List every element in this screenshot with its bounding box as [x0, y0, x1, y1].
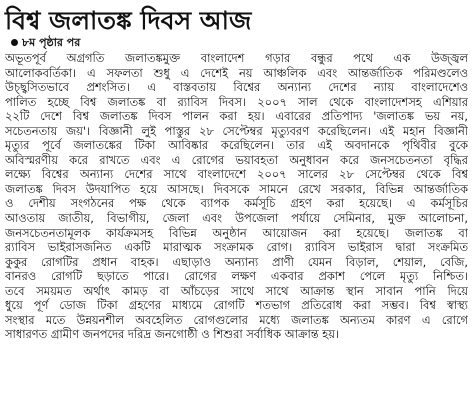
body-line: অভূতপূর্ব অগ্রগতি জলাতঙ্কমুক্ত বাংলাদেশ গড়ার বন্ধুর পথে এক উজ্জ্বল — [5, 51, 468, 65]
continued-from-note — [11, 36, 468, 50]
article-body — [5, 51, 468, 342]
body-line: র‌্যাবিস ভাইরাসজনিত একটি মারাত্মক সংক্রামক রোগ। র‌্যাবিস ভাইরাস দ্বারা সংক্রমিত — [5, 240, 468, 255]
body-line: জলাতঙ্ক দিবস উদযাপিত হয়ে আসছে। দিবসকে সামনে রেখে সরকার, বিভিন্ন আন্তর্জাতিক — [5, 181, 468, 196]
body-line: সংস্থার মতে উন্নয়নশীল অবহেলিত রোগগুলোর মধ্যে জলাতঙ্ক অন্যতম কারণ এ রোগে — [5, 312, 468, 327]
body-line: সাধারণত গ্রামীণ জনপদের দরিদ্র জনগোষ্ঠী ও শিশুরা সর্বাধিক আক্রান্ত হয়। — [5, 327, 340, 342]
bullet-icon — [11, 39, 18, 46]
body-line: ও দেশীয় সংগঠনের পক্ষ থেকে ব্যাপক কর্মসূচি গ্রহণ করা হয়েছে। এ কর্মসূচির — [5, 196, 468, 211]
body-line: লক্ষ্যে বিশ্বের অন্যান্য দেশের সাথে বাংলাদেশে ২০০৭ সালের ২৮ সেপ্টেম্বর থেকে বিশ্ব — [5, 167, 468, 182]
continued-from-label: ৮ম পৃষ্ঠার পর — [22, 36, 81, 49]
body-line: মৃত্যুর পূর্বে জলাতঙ্কের টিকা আবিষ্কার করেছিলেন। তার এই অবদানকে পৃথিবীর বুকে — [5, 138, 468, 153]
body-line: তবে সময়মত অর্থাৎ কামড় বা আঁচড়ের সাথে সাথে আক্রান্ত স্থান সাবান পানি দিয়ে — [5, 283, 468, 298]
body-line: বানরও রোগটি ছড়াতে পারে। রোগের লক্ষণ একবার প্রকাশ পেলে মৃত্যু নিশ্চিত। — [5, 269, 468, 284]
body-line: সচেতনতায় জয়'। বিজ্ঞানী লুই পাস্তুর ২৮ সেপ্টেম্বর মৃত্যুবরণ করেছিলেন। এই মহান বিজ্ঞানী — [5, 123, 468, 138]
body-line: কুকুর রোগটির প্রধান বাহক। এছাড়াও অন্যান্য প্রাণী যেমন বিড়াল, শেয়াল, বেজি, — [5, 254, 468, 269]
body-line: ২২টি দেশে বিশ্ব জলাতঙ্ক দিবস পালন করা হয়। এবারের প্রতিপাদ্য 'জলাতঙ্ক ভয় নয়, — [5, 109, 468, 124]
body-line: জনসচেতনতামূলক কার্যক্রমসহ বিভিন্ন অনুষ্ঠান আয়োজন করা হয়েছে। জলাতঙ্ক বা — [5, 225, 468, 240]
body-line: আলোকবর্তিকা। এ সফলতা শুধু এ দেশেই নয় আঞ্চলিক এবং আন্তর্জাতিক পরিমণ্ডলেও — [5, 65, 468, 80]
headline: বিশ্ব জলাতঙ্ক দিবস আজ — [5, 6, 252, 35]
body-line: আওতায় জাতীয়, বিভাগীয়, জেলা এবং উপজেলা পর্যায়ে সেমিনার, মুক্ত আলোচনা, — [5, 211, 468, 226]
body-line: উচ্ছ্বসিতভাবে প্রশংসিত। এ বাস্তবতায় বিশ্বের অন্যান্য দেশের ন্যায় বাংলাদেশেও — [5, 80, 468, 95]
body-line: অবিস্মরণীয় করে রাখতে এবং এ রোগের ভয়াবহতা অনুধাবন করে জনসচেতনতা বৃদ্ধির — [5, 152, 468, 167]
body-line: ধুয়ে পূর্ণ ডোজ টিকা গ্রহণের মাধ্যমে রোগটি শতভাগ প্রতিরোধ করা সম্ভব। বিশ্ব স্বাস্থ্য — [5, 298, 468, 313]
body-line: পালিত হচ্ছে বিশ্ব জলাতঙ্ক বা র‌্যাবিস দিবস। ২০০৭ সাল থেকে বাংলাদেশসহ এশিয়ার — [5, 94, 468, 109]
